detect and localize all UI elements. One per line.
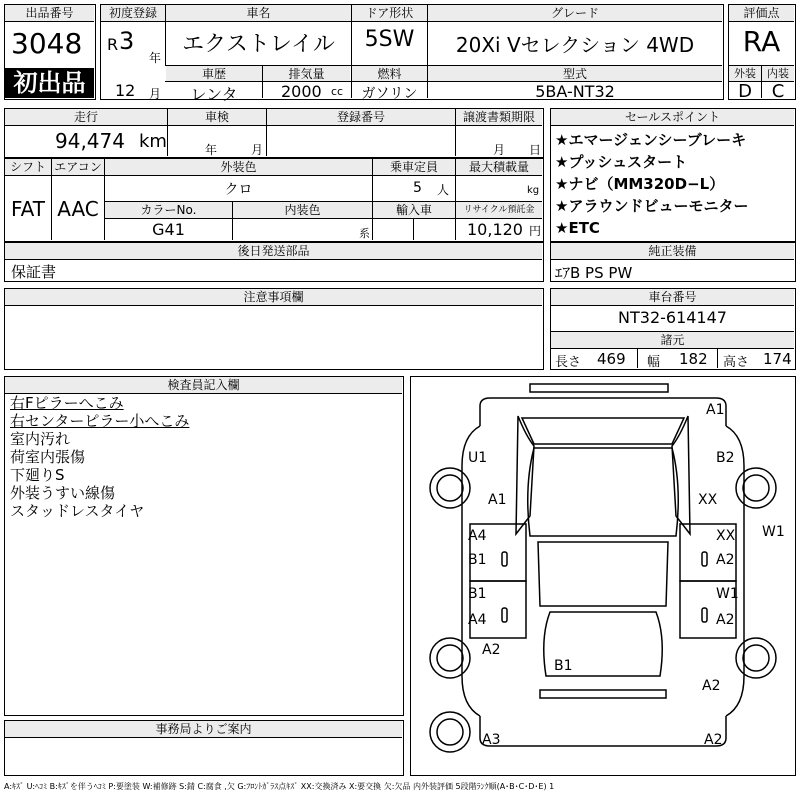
recycle-value: 10,120 bbox=[467, 220, 523, 239]
vehicle-block bbox=[100, 4, 724, 104]
sales-point-3: ★ナビ（MM320D−L） bbox=[555, 175, 725, 193]
mark-right-rear-fender: A2 bbox=[702, 678, 721, 694]
mark-left-front-door-lower: B1 bbox=[468, 552, 487, 568]
rating-label: 評価点 bbox=[729, 5, 794, 21]
office-label: 事務局よりご案内 bbox=[5, 721, 402, 737]
inspection-month-unit: 月 bbox=[251, 143, 264, 157]
dimensions-label: 諸元 bbox=[551, 332, 794, 348]
color-no-label: カラーNo. bbox=[105, 202, 232, 218]
sales-point-1: ★エマージェンシーブレーキ bbox=[555, 131, 747, 149]
shift-value: FAT bbox=[10, 197, 45, 221]
mark-right-front-pillar: W1 bbox=[762, 524, 785, 540]
mark-rear-bumper-right: A2 bbox=[704, 732, 723, 748]
color-no-value: G41 bbox=[152, 220, 185, 239]
capacity-unit: 人 bbox=[437, 183, 450, 197]
reg-month: 12 bbox=[115, 81, 136, 100]
cautions-label: 注意事項欄 bbox=[5, 289, 542, 305]
interior-color-unit: 系 bbox=[359, 227, 370, 240]
chassis-number: NT32-614147 bbox=[618, 308, 727, 327]
transfer-day-unit: 日 bbox=[529, 143, 542, 157]
sales-point-2: ★プッシュスタート bbox=[555, 153, 688, 171]
interior-grade: C bbox=[771, 81, 785, 102]
equipment-value: ｴｱB PS PW bbox=[555, 264, 633, 282]
mark-right-front-fender: B2 bbox=[716, 450, 735, 466]
height-value: 174 bbox=[763, 350, 792, 368]
inspector-note: 室内汚れ bbox=[10, 430, 71, 448]
inspector-note: 右Fピラーへこみ bbox=[10, 394, 124, 412]
mark-hood-left: A1 bbox=[488, 492, 507, 508]
sales-point-4: ★アラウンドビューモニター bbox=[555, 197, 749, 215]
later-parts-value: 保証書 bbox=[11, 263, 57, 281]
chassis-block bbox=[550, 288, 796, 370]
fuel-label: 燃料 bbox=[352, 66, 427, 82]
capacity-value: 5 bbox=[413, 180, 422, 196]
rating-score: RA bbox=[742, 25, 781, 58]
equipment-label: 純正装備 bbox=[551, 243, 794, 259]
inspection-year-unit: 年 bbox=[205, 143, 218, 157]
length-value: 469 bbox=[597, 350, 626, 368]
spare-tire bbox=[430, 712, 470, 752]
office-block bbox=[4, 720, 404, 776]
recycle-label: リサイクル預託金 bbox=[456, 202, 542, 218]
reg-year-unit: 年 bbox=[149, 51, 162, 65]
displacement-value: 2000 bbox=[281, 82, 322, 101]
first-listing-badge: 初出品 bbox=[5, 68, 94, 98]
load-label: 最大積載量 bbox=[456, 159, 542, 175]
mark-left-front-fender: U1 bbox=[468, 450, 488, 466]
displacement-unit: cc bbox=[331, 85, 344, 98]
mileage-label: 走行 bbox=[5, 109, 167, 125]
windshield bbox=[528, 448, 679, 536]
door-type: 5SW bbox=[364, 27, 415, 52]
inspector-note: 荷室内張傷 bbox=[10, 448, 86, 466]
grade: 20Xi Vセレクション 4WD bbox=[455, 33, 695, 57]
spare-rim bbox=[437, 719, 463, 745]
left-front-tire bbox=[430, 468, 470, 508]
reg-month-unit: 月 bbox=[149, 87, 162, 101]
chassis-label: 車台番号 bbox=[551, 289, 794, 305]
inspector-note: スタッドレスタイヤ bbox=[10, 502, 145, 520]
inspector-note: 右センターピラー小へこみ bbox=[10, 412, 190, 430]
transfer-label: 譲渡書類期限 bbox=[456, 109, 542, 125]
mark-right-front-door-upper: XX bbox=[716, 528, 736, 544]
transfer-month-unit: 月 bbox=[493, 143, 506, 157]
left-front-rim bbox=[437, 475, 463, 501]
damage-diagram bbox=[410, 376, 796, 776]
right-front-tire bbox=[736, 468, 776, 508]
inspection-label: 車検 bbox=[168, 109, 266, 125]
length-label: 長さ bbox=[555, 355, 582, 370]
reg-era: R bbox=[107, 35, 119, 54]
interior-color-label: 内装色 bbox=[233, 202, 372, 218]
cautions-block bbox=[4, 288, 544, 370]
model-label: 型式 bbox=[428, 66, 722, 82]
history-value: レンタ bbox=[190, 85, 238, 104]
registration-label: 登録番号 bbox=[267, 109, 455, 125]
fuel-value: ガソリン bbox=[361, 86, 418, 102]
right-rear-tire bbox=[736, 638, 776, 678]
car-name: エクストレイル bbox=[182, 32, 335, 57]
recycle-unit: 円 bbox=[529, 224, 542, 238]
ac-value: AAC bbox=[57, 197, 99, 221]
mark-right-rear-door-lower: A2 bbox=[716, 612, 735, 628]
left-rear-rim bbox=[437, 645, 463, 671]
front-bumper-strip bbox=[530, 384, 668, 392]
mark-front-bumper: A1 bbox=[706, 402, 725, 418]
mark-rear-bumper-left: A3 bbox=[482, 732, 501, 748]
rear-bumper-strip bbox=[540, 690, 666, 698]
roof bbox=[538, 542, 668, 606]
displacement-label: 排気量 bbox=[263, 66, 350, 82]
capacity-label: 乗車定員 bbox=[373, 159, 455, 175]
right-rear-rim bbox=[743, 645, 769, 671]
shift-label: シフト bbox=[5, 159, 51, 175]
mark-roof: B1 bbox=[554, 658, 573, 674]
left-front-handle bbox=[502, 552, 507, 566]
left-rear-tire bbox=[430, 638, 470, 678]
model-value: 5BA-NT32 bbox=[535, 82, 615, 101]
front-bumper-outline bbox=[480, 398, 726, 426]
grade-label: グレード bbox=[428, 5, 722, 21]
equipment-block bbox=[550, 242, 796, 282]
mark-left-front-door-upper: A4 bbox=[468, 528, 487, 544]
ac-label: エアコン bbox=[52, 159, 104, 175]
later-parts-label: 後日発送部品 bbox=[5, 243, 542, 259]
first-reg-label: 初度登録 bbox=[101, 5, 165, 21]
mileage-unit: km bbox=[139, 131, 167, 152]
mark-left-rear-fender: A2 bbox=[482, 642, 501, 658]
later-parts-block bbox=[4, 242, 544, 282]
car-name-label: 車名 bbox=[166, 5, 351, 21]
exterior-label: 外装 bbox=[729, 66, 761, 82]
load-unit: kg bbox=[527, 185, 540, 196]
sales-points-block bbox=[550, 108, 796, 242]
interior-label: 内装 bbox=[762, 66, 794, 82]
rear-bumper-outline bbox=[480, 716, 726, 746]
lot-block bbox=[4, 4, 96, 100]
mark-left-rear-door-upper: B1 bbox=[468, 586, 487, 602]
lot-number: 3048 bbox=[11, 27, 83, 60]
width-value: 182 bbox=[679, 350, 708, 368]
exterior-grade: D bbox=[738, 81, 752, 102]
lot-label: 出品番号 bbox=[5, 5, 94, 21]
grille bbox=[522, 418, 684, 444]
width-label: 幅 bbox=[647, 355, 661, 370]
height-label: 高さ bbox=[723, 355, 750, 370]
inspector-label: 検査員記入欄 bbox=[5, 377, 402, 393]
rating-block bbox=[728, 4, 796, 100]
inspector-note: 外装うすい線傷 bbox=[10, 484, 116, 502]
legend: A:ｷｽﾞ U:ﾍｺﾐ B:ｷｽﾞを伴うﾍｺﾐ P:要塗装 W:補修跡 S:錆 C:腐食 ,欠 G:ﾌﾛﾝﾄｶﾞﾗｽ点ｷｽﾞ XX:交換済み X:要交換 欠:欠品 内外装評価 5段階ﾗﾝｸ順(A･B･C･D･E) 1 bbox=[4, 782, 555, 791]
inspector-notes bbox=[10, 394, 189, 520]
right-front-handle bbox=[702, 552, 707, 566]
sales-point-5: ★ETC bbox=[555, 219, 600, 237]
mark-left-rear-door-lower: A4 bbox=[468, 612, 487, 628]
right-front-rim bbox=[743, 475, 769, 501]
mark-right-front-door-lower: A2 bbox=[716, 552, 735, 568]
color-value: クロ bbox=[224, 182, 253, 198]
mark-right-rear-door-upper: W1 bbox=[716, 586, 739, 602]
mileage-block bbox=[4, 108, 544, 158]
inspector-note: 下廻りS bbox=[10, 466, 65, 484]
reg-year: 3 bbox=[119, 27, 135, 55]
specs-block bbox=[4, 158, 544, 242]
mark-hood-right: XX bbox=[698, 492, 718, 508]
hood-left-panel bbox=[516, 416, 534, 534]
sales-points-label: セールスポイント bbox=[551, 109, 794, 125]
door-label: ドア形状 bbox=[352, 5, 427, 21]
import-label: 輸入車 bbox=[373, 202, 455, 218]
hood-right-panel bbox=[672, 416, 690, 534]
right-rear-handle bbox=[702, 608, 707, 622]
history-label: 車歴 bbox=[166, 66, 262, 82]
color-label: 外装色 bbox=[105, 159, 372, 175]
mileage-value: 94,474 bbox=[55, 129, 125, 153]
left-rear-handle bbox=[502, 608, 507, 622]
